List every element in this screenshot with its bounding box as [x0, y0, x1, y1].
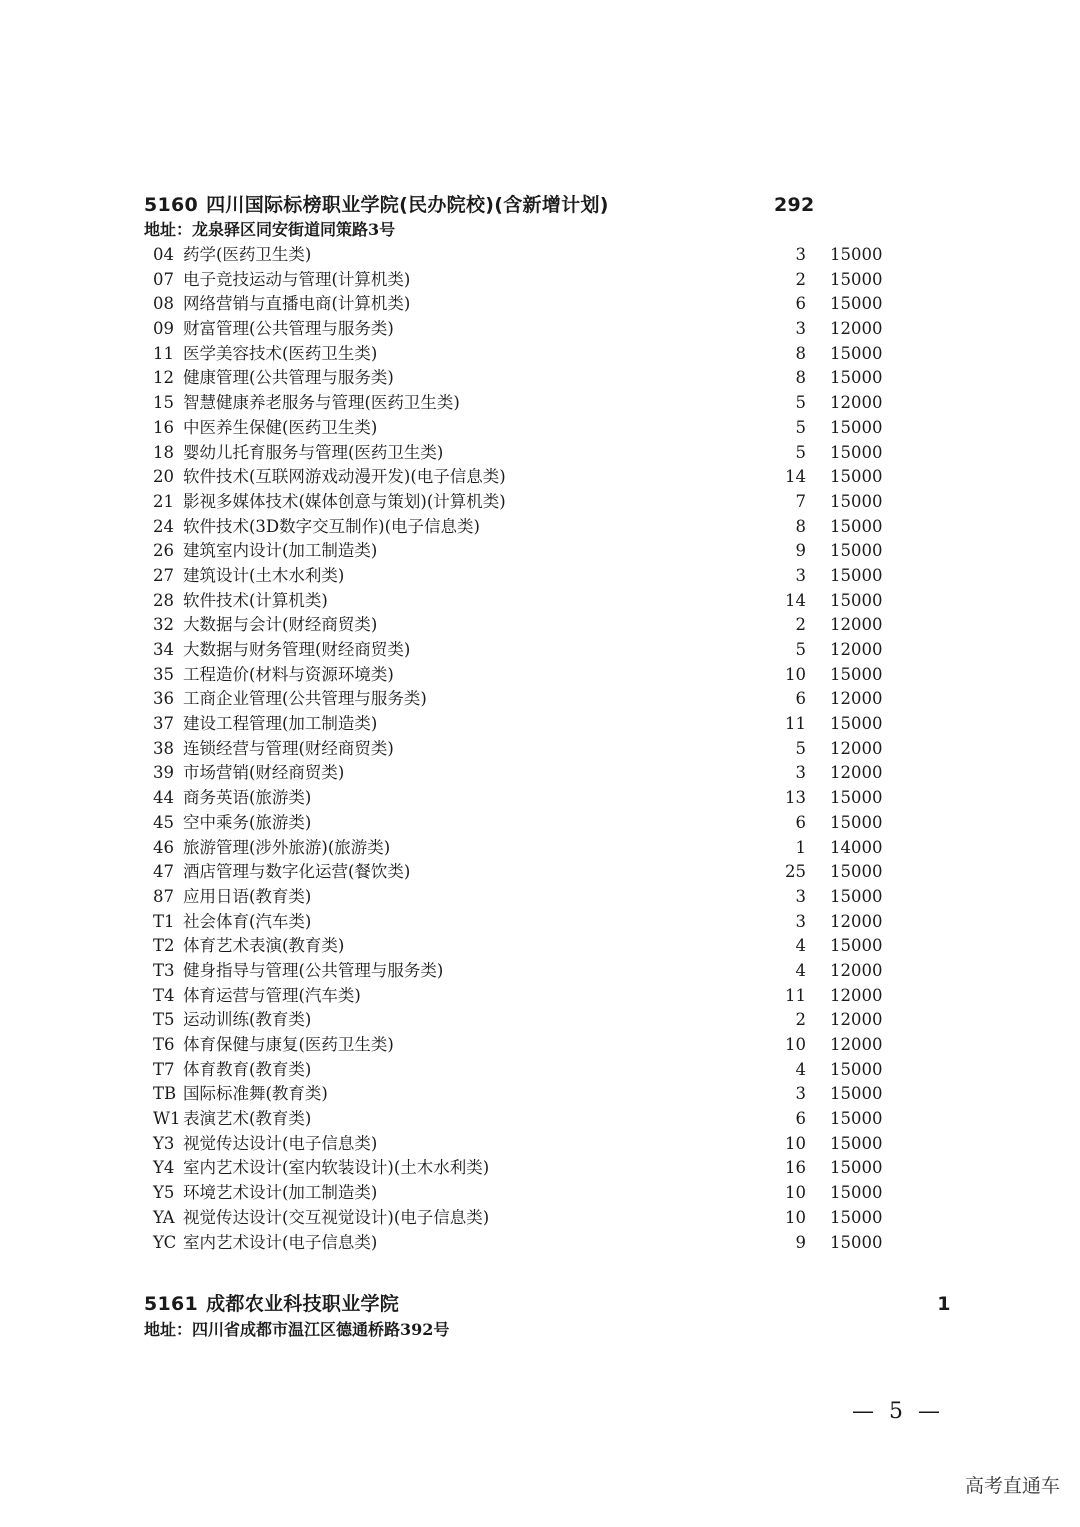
major-name: 国际标准舞(教育类)	[183, 1084, 328, 1104]
major-plan-count: 4	[795, 1059, 806, 1079]
major-row	[0, 416, 1080, 441]
major-plan-count: 6	[795, 689, 806, 709]
major-row	[0, 564, 1080, 589]
major-code: 16	[153, 417, 174, 437]
major-row	[0, 1058, 1080, 1083]
major-tuition-fee: 15000	[830, 294, 883, 314]
major-code: 11	[153, 343, 174, 363]
major-row	[0, 317, 1080, 342]
major-tuition-fee: 15000	[830, 886, 883, 906]
major-name: 建筑设计(土木水利类)	[183, 565, 345, 585]
major-row	[0, 910, 1080, 935]
major-code: 45	[153, 812, 174, 832]
major-row	[0, 712, 1080, 737]
major-name: 体育教育(教育类)	[183, 1059, 312, 1079]
major-plan-count: 3	[795, 1084, 806, 1104]
major-row	[0, 1008, 1080, 1033]
major-plan-count: 7	[795, 491, 806, 511]
major-tuition-fee: 15000	[830, 1158, 883, 1178]
major-code: 27	[153, 565, 174, 585]
major-name: 社会体育(汽车类)	[183, 911, 312, 931]
major-plan-count: 25	[785, 862, 806, 882]
school-code: 5161	[144, 1293, 199, 1315]
major-name: 空中乘务(旅游类)	[183, 812, 312, 832]
major-code: 28	[153, 590, 174, 610]
major-code: T3	[153, 960, 175, 980]
major-tuition-fee: 15000	[830, 442, 883, 462]
major-tuition-fee: 15000	[830, 1232, 883, 1252]
major-tuition-fee: 15000	[830, 541, 883, 561]
major-row	[0, 391, 1080, 416]
major-name: 工商企业管理(公共管理与服务类)	[183, 689, 427, 709]
major-code: T5	[153, 1010, 175, 1030]
school-name: 成都农业科技职业学院	[206, 1293, 400, 1315]
major-tuition-fee: 12000	[830, 319, 883, 339]
major-plan-count: 8	[795, 516, 806, 536]
major-code: W1	[153, 1109, 181, 1129]
major-name: 软件技术(3D数字交互制作)(电子信息类)	[183, 516, 480, 536]
major-row	[0, 1181, 1080, 1206]
major-tuition-fee: 15000	[830, 1133, 883, 1153]
major-plan-count: 4	[795, 960, 806, 980]
watermark: 高考直通车	[964, 1475, 1060, 1497]
major-name: 体育运营与管理(汽车类)	[183, 985, 361, 1005]
major-plan-count: 5	[795, 738, 806, 758]
address-label: 地址：	[144, 220, 193, 239]
major-row	[0, 1206, 1080, 1231]
major-tuition-fee: 14000	[830, 837, 883, 857]
major-row	[0, 490, 1080, 515]
major-name: 财富管理(公共管理与服务类)	[183, 319, 394, 339]
major-code: 46	[153, 837, 174, 857]
major-name: 体育保健与康复(医药卫生类)	[183, 1035, 394, 1054]
major-code: T6	[153, 1035, 175, 1054]
major-row	[0, 1033, 1080, 1058]
major-name: 连锁经营与管理(财经商贸类)	[183, 738, 394, 758]
major-name: 市场营销(财经商贸类)	[183, 763, 345, 783]
major-row	[0, 885, 1080, 910]
major-plan-count: 5	[795, 640, 806, 659]
major-code: 36	[153, 689, 174, 709]
major-tuition-fee: 15000	[830, 467, 883, 487]
major-name: 运动训练(教育类)	[183, 1010, 312, 1030]
major-code: 04	[153, 245, 174, 264]
major-tuition-fee: 12000	[830, 960, 883, 980]
major-tuition-fee: 15000	[830, 368, 883, 388]
major-row	[0, 761, 1080, 786]
major-code: T4	[153, 985, 175, 1005]
major-row	[0, 663, 1080, 688]
school-total-plan: 1	[937, 1293, 951, 1315]
major-row	[0, 860, 1080, 885]
page-number: — 5 —	[852, 1399, 944, 1424]
major-plan-count: 3	[795, 245, 806, 264]
major-plan-count: 14	[785, 467, 806, 487]
major-tuition-fee: 15000	[830, 343, 883, 363]
major-tuition-fee: 12000	[830, 393, 883, 413]
major-name: 婴幼儿托育服务与管理(医药卫生类)	[183, 442, 444, 462]
major-tuition-fee: 15000	[830, 1084, 883, 1104]
major-row	[0, 984, 1080, 1009]
major-name: 医学美容技术(医药卫生类)	[183, 343, 378, 363]
major-code: 21	[153, 491, 174, 511]
major-tuition-fee: 15000	[830, 1059, 883, 1079]
major-plan-count: 10	[785, 1035, 806, 1054]
major-row	[0, 786, 1080, 811]
major-row	[0, 1082, 1080, 1107]
major-tuition-fee: 15000	[830, 812, 883, 832]
major-row	[0, 515, 1080, 540]
major-name: 大数据与会计(财经商贸类)	[183, 615, 378, 635]
major-row	[0, 366, 1080, 391]
major-name: 大数据与财务管理(财经商贸类)	[183, 640, 411, 659]
major-row	[0, 268, 1080, 293]
major-tuition-fee: 15000	[830, 516, 883, 536]
major-tuition-fee: 15000	[830, 1183, 883, 1203]
major-tuition-fee: 15000	[830, 1207, 883, 1227]
major-code: 38	[153, 738, 174, 758]
major-row	[0, 243, 1080, 268]
major-code: 15	[153, 393, 174, 413]
major-code: Y3	[153, 1133, 175, 1153]
major-name: 视觉传达设计(交互视觉设计)(电子信息类)	[183, 1207, 490, 1227]
major-row	[0, 589, 1080, 614]
major-name: 旅游管理(涉外旅游)(旅游类)	[183, 837, 391, 857]
major-code: TB	[153, 1084, 177, 1104]
major-plan-count: 6	[795, 812, 806, 832]
major-tuition-fee: 12000	[830, 738, 883, 758]
major-tuition-fee: 15000	[830, 491, 883, 511]
major-code: Y5	[153, 1183, 175, 1203]
major-name: 环境艺术设计(加工制造类)	[183, 1183, 378, 1203]
major-name: 药学(医药卫生类)	[183, 245, 312, 264]
major-code: YC	[153, 1232, 177, 1252]
major-name: 健身指导与管理(公共管理与服务类)	[183, 960, 444, 980]
major-tuition-fee: 12000	[830, 640, 883, 659]
major-plan-count: 9	[795, 541, 806, 561]
major-tuition-fee: 15000	[830, 245, 883, 264]
major-plan-count: 5	[795, 393, 806, 413]
major-plan-count: 8	[795, 368, 806, 388]
major-name: 智慧健康养老服务与管理(医药卫生类)	[183, 393, 460, 413]
major-name: 软件技术(计算机类)	[183, 590, 328, 610]
major-row	[0, 539, 1080, 564]
major-name: 酒店管理与数字化运营(餐饮类)	[183, 862, 411, 882]
major-row	[0, 441, 1080, 466]
major-plan-count: 13	[785, 788, 806, 808]
major-name: 影视多媒体技术(媒体创意与策划)(计算机类)	[183, 491, 506, 511]
major-tuition-fee: 15000	[830, 788, 883, 808]
major-list	[0, 243, 1080, 1255]
major-code: 12	[153, 368, 174, 388]
major-tuition-fee: 12000	[830, 985, 883, 1005]
address-value: 龙泉驿区同安街道同策路3号	[192, 220, 396, 239]
major-name: 商务英语(旅游类)	[183, 788, 312, 808]
major-plan-count: 11	[785, 714, 806, 734]
school-address-5161	[144, 1319, 449, 1341]
school-name: 四川国际标榜职业学院(民办院校)(含新增计划)	[206, 194, 609, 216]
major-tuition-fee: 12000	[830, 1010, 883, 1030]
major-plan-count: 5	[795, 442, 806, 462]
major-row	[0, 959, 1080, 984]
major-tuition-fee: 12000	[830, 615, 883, 635]
major-tuition-fee: 12000	[830, 1035, 883, 1054]
major-tuition-fee: 15000	[830, 269, 883, 289]
major-name: 室内艺术设计(室内软装设计)(土木水利类)	[183, 1158, 490, 1178]
major-code: 35	[153, 664, 174, 684]
major-plan-count: 10	[785, 1133, 806, 1153]
major-code: 18	[153, 442, 174, 462]
major-name: 体育艺术表演(教育类)	[183, 936, 345, 956]
major-code: YA	[153, 1207, 175, 1227]
major-plan-count: 6	[795, 1109, 806, 1129]
major-plan-count: 2	[795, 615, 806, 635]
major-name: 应用日语(教育类)	[183, 886, 312, 906]
major-tuition-fee: 15000	[830, 862, 883, 882]
major-plan-count: 11	[785, 985, 806, 1005]
major-plan-count: 3	[795, 565, 806, 585]
major-name: 工程造价(材料与资源环境类)	[183, 664, 394, 684]
major-plan-count: 5	[795, 417, 806, 437]
major-tuition-fee: 15000	[830, 590, 883, 610]
major-code: 08	[153, 294, 174, 314]
major-tuition-fee: 15000	[830, 417, 883, 437]
major-row	[0, 1156, 1080, 1181]
major-name: 软件技术(互联网游戏动漫开发)(电子信息类)	[183, 467, 506, 487]
major-row	[0, 687, 1080, 712]
major-code: 26	[153, 541, 174, 561]
major-code: 87	[153, 886, 174, 906]
major-plan-count: 10	[785, 1183, 806, 1203]
major-name: 中医养生保健(医药卫生类)	[183, 417, 378, 437]
major-code: 24	[153, 516, 174, 536]
major-row	[0, 737, 1080, 762]
major-plan-count: 3	[795, 319, 806, 339]
major-tuition-fee: 15000	[830, 936, 883, 956]
major-name: 电子竞技运动与管理(计算机类)	[183, 269, 411, 289]
major-plan-count: 6	[795, 294, 806, 314]
major-plan-count: 4	[795, 936, 806, 956]
major-plan-count: 3	[795, 911, 806, 931]
major-name: 表演艺术(教育类)	[183, 1109, 312, 1129]
address-value: 四川省成都市温江区德通桥路392号	[192, 1320, 450, 1339]
major-code: 34	[153, 640, 174, 659]
major-name: 视觉传达设计(电子信息类)	[183, 1133, 378, 1153]
major-row	[0, 934, 1080, 959]
major-tuition-fee: 15000	[830, 714, 883, 734]
major-plan-count: 14	[785, 590, 806, 610]
major-code: 37	[153, 714, 174, 734]
major-code: T1	[153, 911, 175, 931]
major-code: 44	[153, 788, 174, 808]
major-code: 09	[153, 319, 174, 339]
major-code: T2	[153, 936, 175, 956]
major-code: 47	[153, 862, 174, 882]
major-code: 39	[153, 763, 174, 783]
address-label: 地址：	[144, 1320, 193, 1339]
major-tuition-fee: 15000	[830, 1109, 883, 1129]
major-row	[0, 292, 1080, 317]
major-row	[0, 811, 1080, 836]
major-plan-count: 10	[785, 1207, 806, 1227]
major-code: 32	[153, 615, 174, 635]
major-plan-count: 3	[795, 886, 806, 906]
major-tuition-fee: 12000	[830, 689, 883, 709]
major-plan-count: 2	[795, 1010, 806, 1030]
major-name: 网络营销与直播电商(计算机类)	[183, 294, 411, 314]
major-plan-count: 2	[795, 269, 806, 289]
major-tuition-fee: 12000	[830, 911, 883, 931]
major-code: T7	[153, 1059, 175, 1079]
major-plan-count: 9	[795, 1232, 806, 1252]
major-row	[0, 1231, 1080, 1256]
major-name: 室内艺术设计(电子信息类)	[183, 1232, 378, 1252]
major-row	[0, 638, 1080, 663]
major-name: 健康管理(公共管理与服务类)	[183, 368, 394, 388]
major-plan-count: 16	[785, 1158, 806, 1178]
major-plan-count: 3	[795, 763, 806, 783]
school-total-plan: 292	[774, 194, 815, 216]
major-plan-count: 10	[785, 664, 806, 684]
major-row	[0, 465, 1080, 490]
major-tuition-fee: 12000	[830, 763, 883, 783]
major-name: 建筑室内设计(加工制造类)	[183, 541, 378, 561]
major-plan-count: 8	[795, 343, 806, 363]
major-row	[0, 1107, 1080, 1132]
school-code: 5160	[144, 194, 199, 216]
major-row	[0, 613, 1080, 638]
major-row	[0, 1132, 1080, 1157]
major-plan-count: 1	[795, 837, 806, 857]
major-code: 20	[153, 467, 174, 487]
major-row	[0, 836, 1080, 861]
major-tuition-fee: 15000	[830, 565, 883, 585]
major-row	[0, 342, 1080, 367]
major-code: 07	[153, 269, 174, 289]
school-address-5160	[144, 219, 395, 241]
school-heading-5160	[144, 190, 824, 220]
major-tuition-fee: 15000	[830, 664, 883, 684]
major-name: 建设工程管理(加工制造类)	[183, 714, 378, 734]
major-code: Y4	[153, 1158, 175, 1178]
school-heading-5161	[144, 1289, 951, 1319]
